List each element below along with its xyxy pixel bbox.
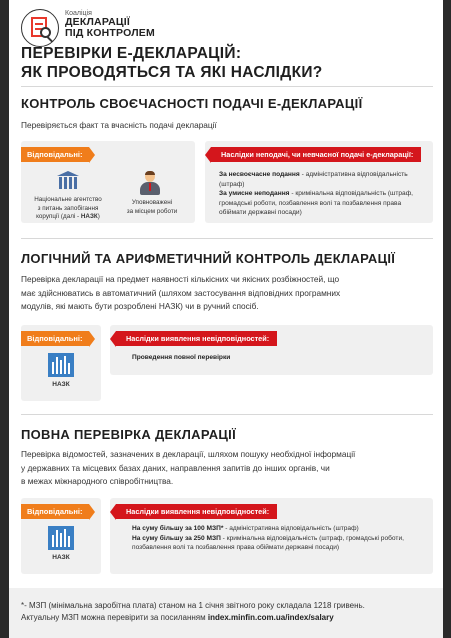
agency-caption-line1: Національне агентство — [34, 196, 102, 203]
logo-small-text: Коаліція — [65, 10, 92, 17]
section3-consequence-2-bold: На суму більшу за 250 МЗП — [132, 534, 221, 542]
section3-responsible-label: Відповідальні: — [21, 504, 89, 519]
logo-line2: ПІД КОНТРОЛЕМ — [65, 27, 155, 40]
section1-responsible-label: Відповідальні: — [21, 147, 89, 162]
section1-consequences-label: Наслідки неподачі, чи невчасної подачі е-декларації: — [211, 147, 421, 162]
section2-text-line2: має здійснюватись в автоматичний (шляхом застосування відповідних програмних — [21, 287, 341, 298]
nazk-logo-icon — [48, 526, 74, 550]
section3-text-line3: в межах міжнародного співробітництва. — [21, 476, 174, 487]
section3-consequence-2-text: - кримінальна відповідальність (штраф, громадські роботи, позбавлення волі та позбавлення права обіймати державні посади) — [132, 534, 404, 552]
footnote — [9, 588, 443, 638]
section3-text — [21, 448, 425, 489]
section1-consequence-2-text: - кримінальна відповідальність (штраф, громадські роботи, позбавлення волі та позбавлення права обіймати державні посади) — [219, 190, 413, 217]
infographic-page — [9, 0, 443, 638]
section1-title: КОНТРОЛЬ СВОЄЧАСНОСТІ ПОДАЧІ Е-ДЕКЛАРАЦІЇ — [21, 96, 363, 111]
section3-consequence-1-text: - адміністративна відповідальність (штраф) — [223, 525, 359, 532]
section1-consequence-2 — [219, 189, 427, 218]
agency-caption-end: ) — [97, 213, 100, 220]
section1-responsible-card — [21, 141, 195, 223]
footnote-line2 — [21, 612, 431, 624]
section2-text-line3: модулів, які мають бути розроблені НАЗК) чи в ручний спосіб. — [21, 301, 259, 312]
agency-caption-line3 — [25, 213, 111, 222]
section3-text-line1: Перевірка відомостей, зазначених в декларації, шляхом пошуку необхідної інформації — [21, 449, 356, 459]
section3-title: ПОВНА ПЕРЕВІРКА ДЕКЛАРАЦІЇ — [21, 427, 236, 442]
section1-consequence-1-bold: За несвоєчасне подання — [219, 171, 300, 178]
nazk-label: НАЗК — [52, 381, 70, 388]
agency-emblem-icon — [57, 171, 79, 189]
section3-consequence-1 — [132, 524, 428, 534]
section2-consequences-label: Наслідки виявлення невідповідностей: — [116, 331, 277, 346]
section3-consequences-text — [132, 524, 428, 553]
officer-caption-line1: Уповноважені — [131, 199, 173, 206]
section2-text-line1: Перевірка декларації на предмет наявності кількісних чи якісних розбіжностей, що — [21, 274, 340, 284]
divider — [21, 86, 433, 87]
agency-caption — [25, 196, 111, 222]
section2-consequence: Проведення повної перевірки — [132, 354, 231, 361]
officer-caption-line2: за місцем роботи — [126, 207, 178, 215]
nazk-label: НАЗК — [52, 554, 70, 561]
agency-caption-line3-text: корупції (далі - — [36, 213, 81, 220]
section1-consequence-1 — [219, 170, 427, 189]
agency-caption-abbr: НАЗК — [80, 213, 98, 220]
section1-consequences-text — [219, 170, 427, 218]
footnote-line2-text: Актуальну МЗП можна перевірити за посиланням — [21, 613, 208, 622]
logo-icon — [21, 9, 59, 47]
divider — [21, 238, 433, 239]
section1-consequences-card — [205, 141, 433, 223]
section2-consequences-card — [110, 325, 433, 375]
section1-text: Перевіряється факт та вчасність подачі декларації — [21, 120, 217, 130]
section2-responsible-card — [21, 325, 101, 401]
page-title-line1: ПЕРЕВІРКИ Е-ДЕКЛАРАЦІЙ: — [21, 45, 242, 62]
page-title-line2: ЯК ПРОВОДЯТЬСЯ ТА ЯКІ НАСЛІДКИ? — [21, 64, 323, 82]
section1-consequence-1-text: - адміністративна відповідальність (штраф) — [219, 171, 408, 188]
section3-consequences-label: Наслідки виявлення невідповідностей: — [116, 504, 277, 519]
logo-line1: ДЕКЛАРАЦІЇ — [65, 16, 130, 29]
section3-consequence-1-bold: На суму більшу за 100 МЗП* — [132, 525, 224, 532]
divider — [21, 414, 433, 415]
officer-caption — [113, 199, 191, 216]
section2-text — [21, 273, 425, 314]
agency-caption-line2: з питань запобігання — [37, 204, 99, 212]
section1-consequence-2-bold: За умисне неподання — [219, 190, 290, 198]
section3-consequences-card — [110, 498, 433, 574]
section3-text-line2: у державних та місцевих базах даних, направлення запитів до інших органів, чи — [21, 462, 330, 473]
section3-consequence-2 — [132, 534, 428, 553]
footnote-line1: *- МЗП (мінімальна заробітна плата) станом на 1 січня звітного року складала 1218 гривень. — [21, 601, 365, 610]
logo-text — [65, 10, 155, 39]
salary-link[interactable]: index.minfin.com.ua/index/salary — [207, 613, 334, 622]
page-title — [21, 44, 433, 83]
section2-title: ЛОГІЧНИЙ ТА АРИФМЕТИЧНИЙ КОНТРОЛЬ ДЕКЛАРАЦІЇ — [21, 251, 396, 266]
officer-icon — [139, 171, 161, 195]
nazk-logo-icon — [48, 353, 74, 377]
section2-responsible-label: Відповідальні: — [21, 331, 89, 346]
section3-responsible-card — [21, 498, 101, 574]
